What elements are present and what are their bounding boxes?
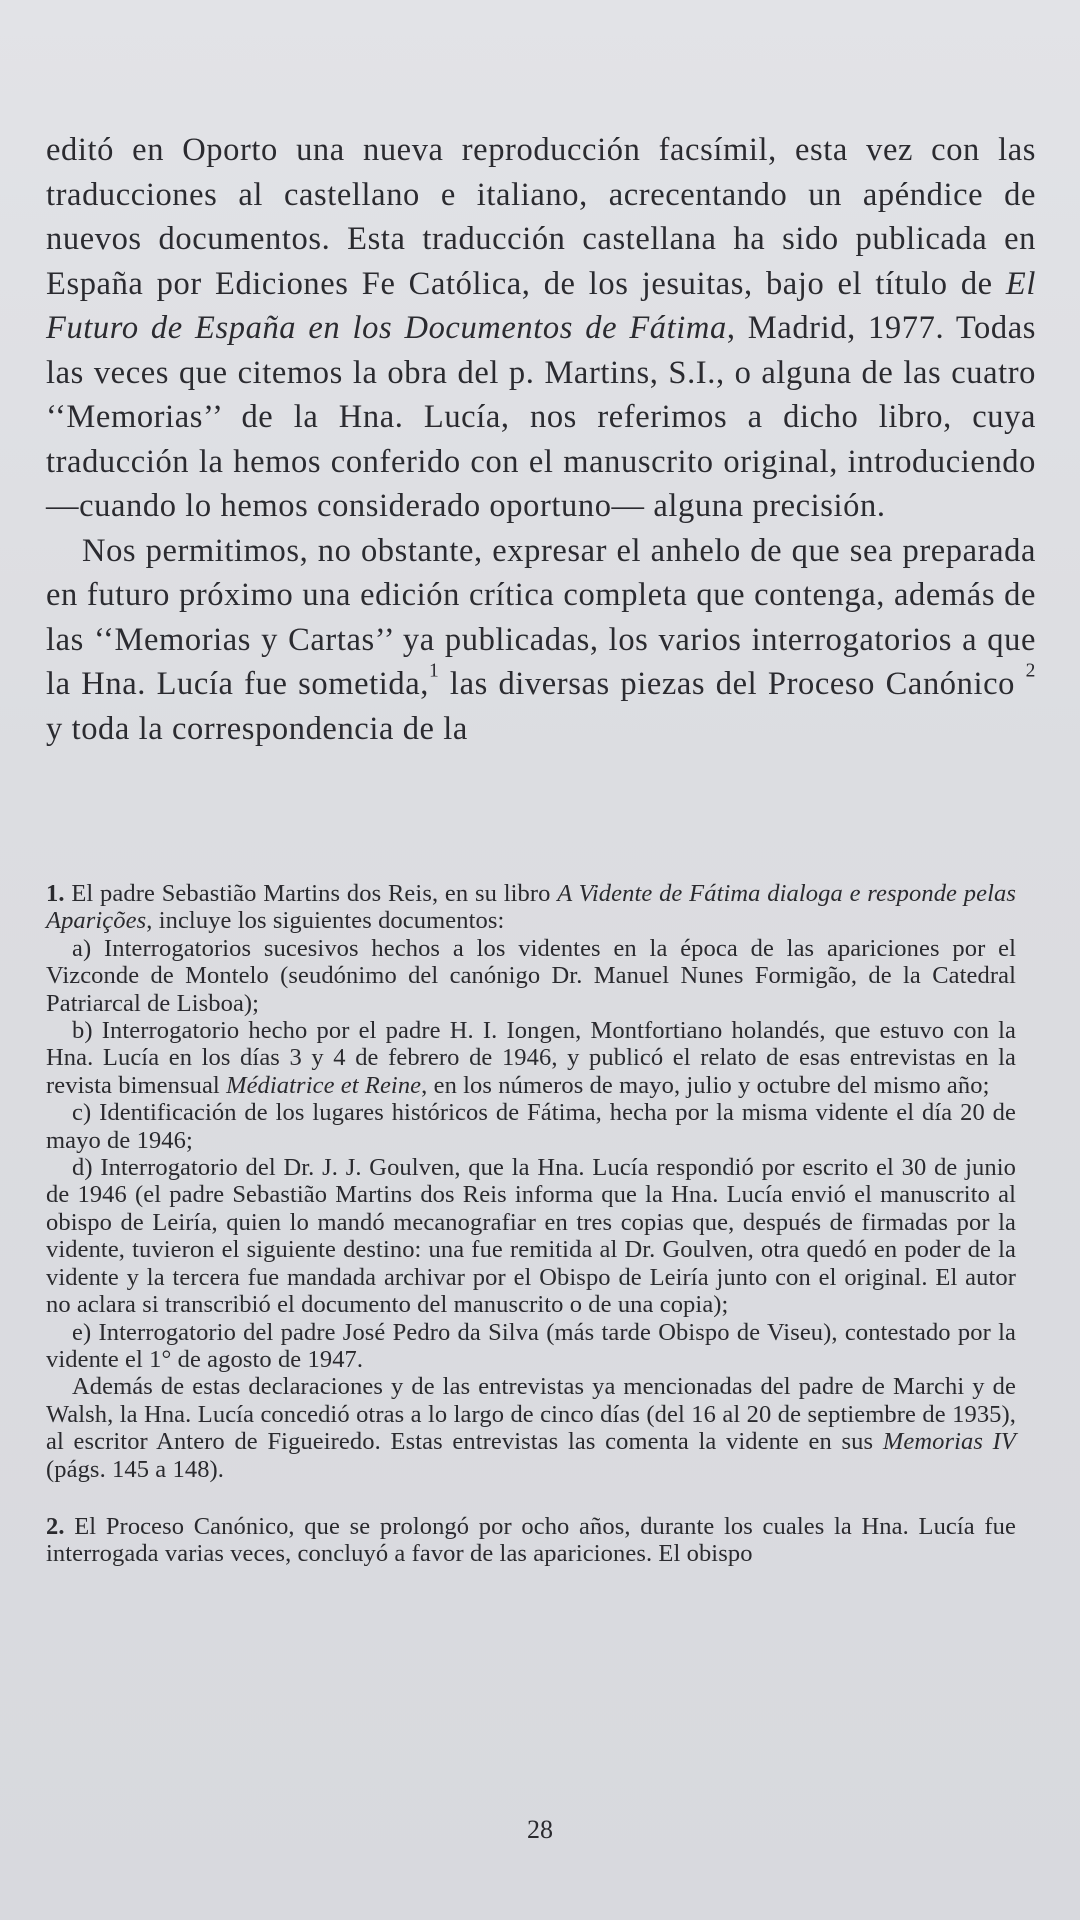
footnote-item-b <box>46 1017 1016 1099</box>
paragraph-2-text-a: Nos permitimos, no obstante, expresar el anhelo de que sea preparada en futuro próximo una edición crítica completa que contenga, además de las ‘‘Memorias y Cartas’’ ya publicadas, los varios interrogatorios a que la Hna. Lucía fue sometida, <box>46 532 1036 702</box>
footnote-item-d: d) Interrogatorio del Dr. J. J. Goulven, que la Hna. Lucía respondió por escrito el 30 de junio de 1946 (el padre Sebastião Martins dos Reis informa que la Hna. Lucía envió el manuscrito al obispo de Leiría, quien lo mandó mecanografiar en tres copias que, después de firmadas por la vidente, tuvieron el siguiente destino: una fue remitida al Dr. Goulven, otra quedó en poder de la vidente y la tercera fue mandada archivar por el Obispo de Leiría junto con el original. El autor no aclara si transcribió el documento del manuscrito o de una copia); <box>46 1154 1016 1319</box>
footnote-1-text-a: El padre Sebastião Martins dos Reis, en su libro <box>64 880 558 907</box>
footnote-extra-text-a: Además de estas declaraciones y de las entrevistas ya mencionadas del padre de Marchi y de Walsh, la Hna. Lucía concedió otras a lo largo de cinco días (del 16 al 20 de septiembre de 1935), al escritor Antero de Figueiredo. Estas entrevistas las comenta la vidente en sus <box>46 1373 1016 1456</box>
paragraph-2 <box>46 529 1036 752</box>
book-title-italic: El Futuro de España en los Documentos de Fátima <box>46 265 1036 346</box>
footnote-item-a: a) Interrogatorios sucesivos hechos a los videntes en la época de las apariciones por el Vizconde de Montelo (seudónimo del canónigo Dr. Manuel Nunes Formigão, de la Catedral Patriarcal de Lisboa); <box>46 934 1016 1017</box>
footnote-ref-2: 2 <box>1025 660 1036 682</box>
paragraph-2-text-b: las diversas piezas del Proceso Canónico <box>439 666 1026 702</box>
paragraph-1 <box>46 128 1036 529</box>
footnote-1-extra <box>46 1373 1016 1483</box>
footnote-item-c: c) Identificación de los lugares históricos de Fátima, hecha por la misma vidente el día 20 de mayo de 1946; <box>46 1099 1016 1154</box>
memorias-title: Memorias IV <box>882 1428 1016 1456</box>
page-number: 28 <box>527 1815 553 1844</box>
footnote-2-number: 2. <box>46 1512 65 1540</box>
footnote-item-e: e) Interrogatorio del padre José Pedro da Silva (más tarde Obispo de Viseu), contestado por la vidente el 1° de agosto de 1947. <box>46 1318 1016 1373</box>
footnotes <box>46 880 1016 1568</box>
footnote-2-text: El Proceso Canónico, que se prolongó por ocho años, durante los cuales la Hna. Lucía fue interrogada varias veces, concluyó a favor de las apariciones. El obispo <box>46 1512 1016 1568</box>
footnote-ref-1: 1 <box>428 660 440 682</box>
paragraph-1-text-b: , Madrid, 1977. Todas las veces que citemos la obra del p. Martins, S.I., o alguna de las cuatro ‘‘Memorias’’ de la Hna. Lucía, nos referimos a dicho libro, cuya traducción la hemos conferido con el manuscrito original, introduciendo —cuando lo hemos considerado oportuno— alguna precisión. <box>46 310 1036 524</box>
paragraph-2-text-c: y toda la correspondencia de la <box>46 710 468 747</box>
paragraph-1-text-a: editó en Oporto una nueva reproducción facsímil, esta vez con las traducciones al castellano e italiano, acrecentando un apéndice de nuevos documentos. Esta traducción castellana ha sido publicada en España por Ediciones Fe Católica, de los jesuitas, bajo el título de <box>46 132 1036 302</box>
footnote-1-book-title: A Vidente de Fátima dialoga e responde pelas Aparições <box>46 880 1016 935</box>
footnote-extra-text-b: (págs. 145 a 148). <box>46 1455 225 1483</box>
footnote-1-text-b: , incluye los siguientes documentos: <box>146 907 505 935</box>
footnote-1-intro <box>46 880 1016 935</box>
journal-title: Médiatrice et Reine <box>226 1071 422 1099</box>
footnote-1-number: 1. <box>46 880 65 907</box>
footnote-item-b-text-a: b) Interrogatorio hecho por el padre H. I. Iongen, Montfortiano holandés, que estuvo con la Hna. Lucía en los días 3 y 4 de febrero de 1946, y publicó el relato de esas entrevistas en la revista bimensual <box>46 1017 1016 1099</box>
footnote-2 <box>46 1513 1016 1568</box>
footnote-item-b-text-b: , en los números de mayo, julio y octubre del mismo año; <box>421 1071 990 1099</box>
main-text <box>46 128 1036 751</box>
